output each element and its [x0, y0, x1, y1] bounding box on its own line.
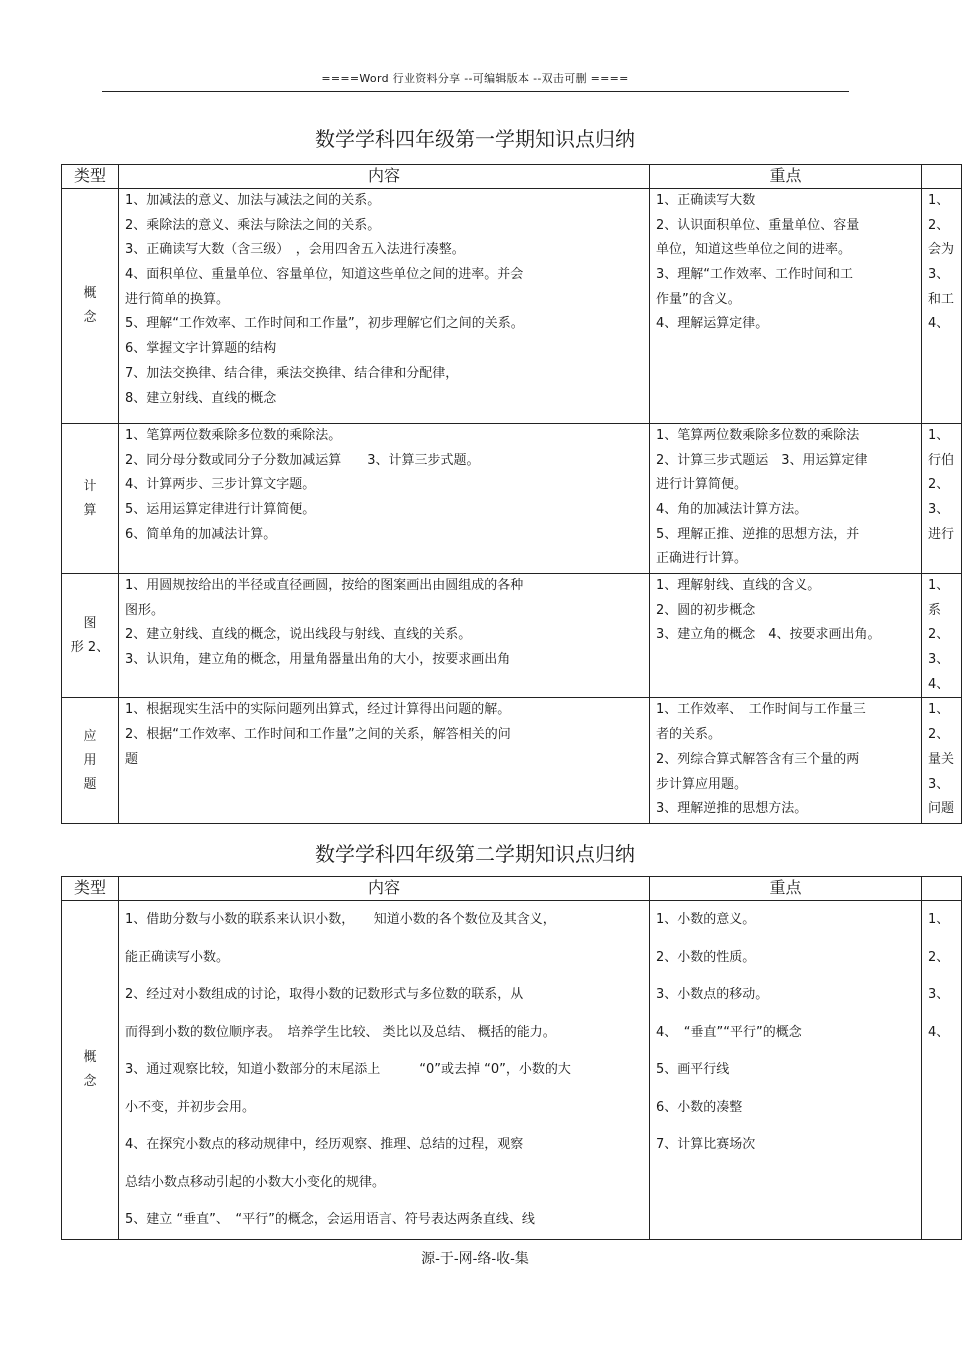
table-title: 数学学科四年级第二学期知识点归纳 — [315, 842, 635, 866]
content-cell: 1、根据现实生活中的实际问题列出算式，经过计算得出问题的解。 2、根据“工作效率、工作时间和工作量”之间的关系，解答相关的问 题 — [119, 698, 650, 824]
type-cell: 概 念 — [62, 189, 119, 424]
table-title: 数学学科四年级第一学期知识点归纳 — [315, 127, 635, 151]
type-cell: 应 用 题 — [62, 698, 119, 824]
header-divider — [102, 91, 849, 92]
extra-cell: 1、 2、 量关 3、 问题 — [922, 698, 962, 824]
focus-cell: 1、小数的意义。 2、小数的性质。 3、小数点的移动。 4、 “垂直”“平行”的概念 5、画平行线 6、小数的凑整 7、计算比赛场次 — [650, 901, 922, 1240]
extra-cell: 1、 系 2、 3、 4、 — [922, 574, 962, 698]
table-row — [62, 574, 962, 698]
knowledge-table-term1 — [61, 164, 962, 824]
column-header-type: 类型 — [62, 165, 119, 189]
focus-cell: 1、理解射线、直线的含义。 2、圆的初步概念 3、建立角的概念 4、按要求画出角。 — [650, 574, 922, 698]
content-cell: 1、笔算两位数乘除多位数的乘除法。 2、同分母分数或同分子分数加减运算 3、计算三步式题。 4、计算两步、三步计算文字题。 5、运用运算定律进行计算简便。 6、简单角的加减法计算。 — [119, 424, 650, 574]
focus-cell: 1、正确读写大数 2、认识面积单位、重量单位、容量 单位，知道这些单位之间的进率。 3、理解“工作效率、工作时间和工 作量”的含义。 4、理解运算定律。 — [650, 189, 922, 424]
knowledge-table-term2 — [61, 876, 962, 1240]
extra-cell: 1、 行伯 2、 3、 进行 — [922, 424, 962, 574]
table-row — [62, 424, 962, 574]
column-header-focus: 重点 — [650, 165, 922, 189]
extra-cell: 1、 2、 会为 3、 和工 4、 — [922, 189, 962, 424]
focus-cell: 1、工作效率、 工作时间与工作量三 者的关系。 2、列综合算式解答含有三个量的两 步计算应用题。 3、理解逆推的思想方法。 — [650, 698, 922, 824]
extra-cell: 1、 2、 3、 4、 — [922, 901, 962, 1240]
type-cell: 图 形 2、 — [62, 574, 119, 698]
content-cell: 1、加减法的意义、加法与减法之间的关系。 2、乘除法的意义、乘法与除法之间的关系。 3、正确读写大数（含三级） ，会用四舍五入法进行凑整。 4、面积单位、重量单位、容量单位，知道这些单位之间的进率。并会 进行简单的换算。 5、理解“工作效率、工作时间和工作量”，初步理解它们之间的关系。 6、掌握文字计算题的结构 7、加法交换律、结合律，乘法交换律、结合律和分配律， 8、建立射线、直线的概念 — [119, 189, 650, 424]
table-row — [62, 901, 962, 1240]
page-footer: 源-于-网-络-收-集 — [421, 1251, 529, 1267]
table-row — [62, 189, 962, 424]
column-header-extra — [922, 165, 962, 189]
column-header-focus: 重点 — [650, 877, 922, 901]
content-cell: 1、用圆规按给出的半径或直径画圆，按给的图案画出由圆组成的各种 图形。 2、建立射线、直线的概念，说出线段与射线、直线的关系。 3、认识角，建立角的概念，用量角器量出角的大小，按要求画出角 — [119, 574, 650, 698]
type-cell: 概 念 — [62, 901, 119, 1240]
table-row — [62, 698, 962, 824]
page-header: ====Word 行业资料分享 --可编辑版本 --双击可删 ==== — [321, 72, 629, 85]
column-header-content: 内容 — [119, 877, 650, 901]
content-cell: 1、借助分数与小数的联系来认识小数， 知道小数的各个数位及其含义， 能正确读写小数。 2、经过对小数组成的讨论，取得小数的记数形式与多位数的联系，从 而得到小数的数位顺序表。 培养学生比较、 类比以及总结、 概括的能力。 3、通过观察比较，知道小数部分的末尾添上 “0”或去掉 “0”，小数的大 小不变，并初步会用。 4、在探究小数点的移动规律中，经历观察、推理、总结的过程，观察 总结小数点移动引起的小数大小变化的规律。 5、建立 “垂直”、 “平行”的概念，会运用语言、符号表达两条直线、线 — [119, 901, 650, 1240]
column-header-content: 内容 — [119, 165, 650, 189]
column-header-extra — [922, 877, 962, 901]
type-cell: 计 算 — [62, 424, 119, 574]
focus-cell: 1、笔算两位数乘除多位数的乘除法 2、计算三步式题运 3、用运算定律 进行计算简便。 4、角的加减法计算方法。 5、理解正推、逆推的思想方法，并 正确进行计算。 — [650, 424, 922, 574]
column-header-type: 类型 — [62, 877, 119, 901]
